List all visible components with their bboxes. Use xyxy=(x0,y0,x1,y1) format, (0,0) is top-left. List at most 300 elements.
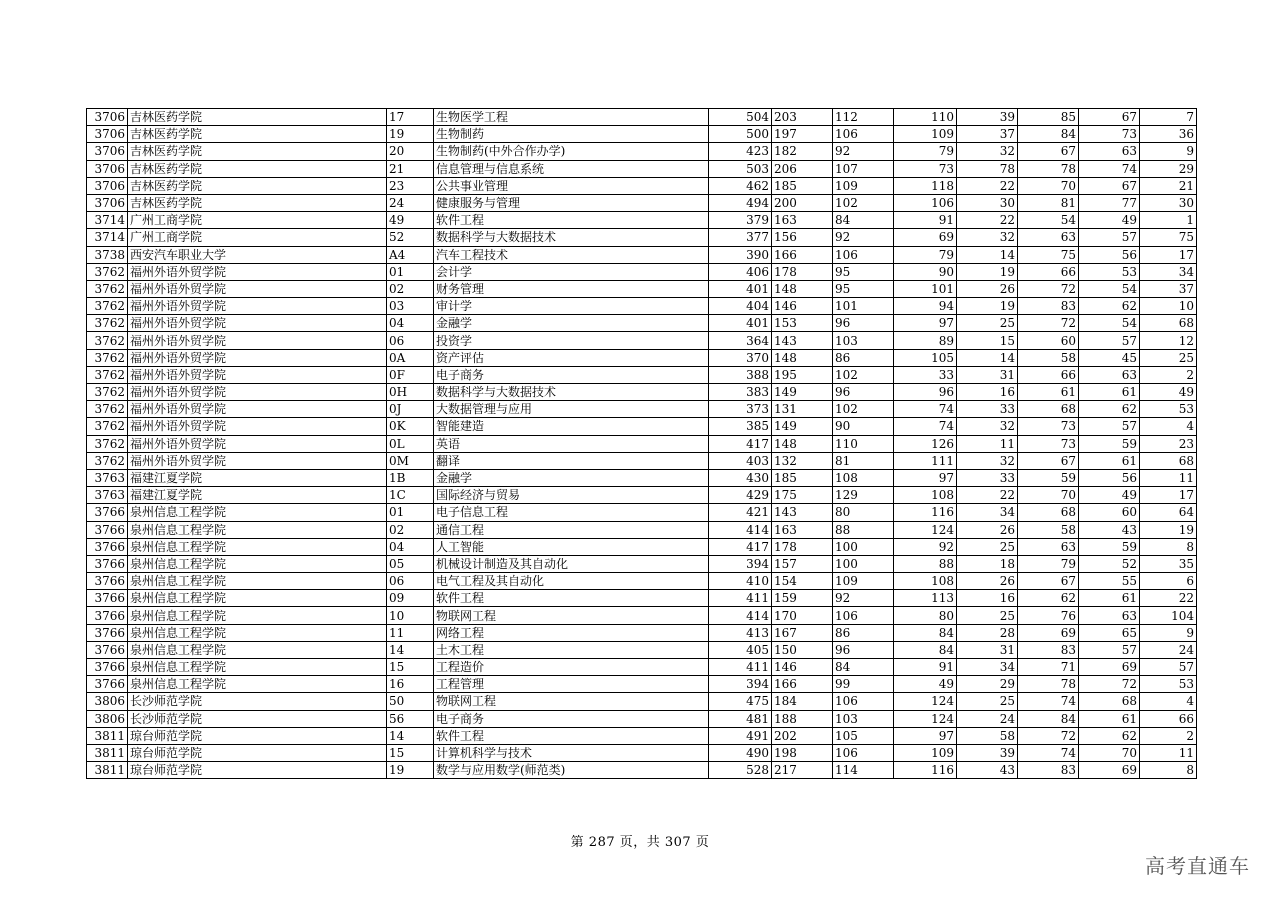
cell-score-f: 69 xyxy=(1079,659,1140,676)
cell-score-a: 175 xyxy=(772,487,833,504)
cell-score-b: 105 xyxy=(833,727,894,744)
cell-score-d: 31 xyxy=(957,366,1018,383)
cell-school-code: 3714 xyxy=(87,212,128,229)
cell-major-code: 23 xyxy=(387,177,434,194)
cell-score-b: 103 xyxy=(833,332,894,349)
cell-score-c: 84 xyxy=(894,641,957,658)
cell-total-score: 462 xyxy=(709,177,772,194)
cell-score-e: 70 xyxy=(1018,487,1079,504)
cell-score-e: 68 xyxy=(1018,504,1079,521)
cell-total-score: 377 xyxy=(709,229,772,246)
cell-score-d: 33 xyxy=(957,469,1018,486)
cell-major-name: 生物制药 xyxy=(434,126,709,143)
cell-major-code: 0J xyxy=(387,401,434,418)
cell-score-b: 101 xyxy=(833,298,894,315)
cell-school-code: 3766 xyxy=(87,573,128,590)
cell-score-c: 124 xyxy=(894,710,957,727)
cell-school-code: 3763 xyxy=(87,487,128,504)
cell-major-code: 09 xyxy=(387,590,434,607)
cell-score-f: 52 xyxy=(1079,555,1140,572)
cell-major-code: 06 xyxy=(387,332,434,349)
cell-rank: 9 xyxy=(1140,624,1197,641)
table-row xyxy=(87,298,1197,315)
table-row xyxy=(87,177,1197,194)
cell-score-f: 59 xyxy=(1079,435,1140,452)
cell-score-a: 157 xyxy=(772,555,833,572)
cell-total-score: 504 xyxy=(709,109,772,126)
cell-rank: 75 xyxy=(1140,229,1197,246)
cell-score-b: 109 xyxy=(833,573,894,590)
admission-score-table xyxy=(86,108,1197,779)
cell-rank: 1 xyxy=(1140,212,1197,229)
cell-score-b: 80 xyxy=(833,504,894,521)
table-row xyxy=(87,555,1197,572)
table-row xyxy=(87,332,1197,349)
cell-score-c: 91 xyxy=(894,659,957,676)
table-row xyxy=(87,727,1197,744)
table-row xyxy=(87,401,1197,418)
cell-score-c: 91 xyxy=(894,212,957,229)
cell-score-b: 96 xyxy=(833,641,894,658)
cell-score-e: 83 xyxy=(1018,641,1079,658)
cell-rank: 22 xyxy=(1140,590,1197,607)
cell-score-c: 111 xyxy=(894,452,957,469)
cell-rank: 53 xyxy=(1140,676,1197,693)
table-row xyxy=(87,160,1197,177)
cell-score-d: 14 xyxy=(957,349,1018,366)
cell-rank: 66 xyxy=(1140,710,1197,727)
cell-score-c: 96 xyxy=(894,384,957,401)
table-row xyxy=(87,126,1197,143)
cell-school-name: 福建江夏学院 xyxy=(128,469,387,486)
cell-score-a: 159 xyxy=(772,590,833,607)
cell-score-d: 31 xyxy=(957,641,1018,658)
cell-score-b: 84 xyxy=(833,212,894,229)
cell-major-name: 物联网工程 xyxy=(434,607,709,624)
cell-rank: 68 xyxy=(1140,452,1197,469)
cell-score-b: 106 xyxy=(833,246,894,263)
cell-major-code: A4 xyxy=(387,246,434,263)
cell-score-f: 73 xyxy=(1079,126,1140,143)
cell-score-f: 67 xyxy=(1079,177,1140,194)
cell-score-e: 69 xyxy=(1018,624,1079,641)
cell-score-b: 106 xyxy=(833,126,894,143)
cell-score-f: 77 xyxy=(1079,194,1140,211)
cell-score-e: 84 xyxy=(1018,126,1079,143)
cell-score-c: 74 xyxy=(894,418,957,435)
cell-rank: 8 xyxy=(1140,538,1197,555)
cell-total-score: 494 xyxy=(709,194,772,211)
cell-score-f: 45 xyxy=(1079,349,1140,366)
cell-rank: 4 xyxy=(1140,693,1197,710)
cell-school-name: 吉林医药学院 xyxy=(128,177,387,194)
cell-major-name: 生物医学工程 xyxy=(434,109,709,126)
cell-school-code: 3762 xyxy=(87,401,128,418)
cell-rank: 9 xyxy=(1140,143,1197,160)
cell-major-name: 电气工程及其自动化 xyxy=(434,573,709,590)
cell-school-code: 3738 xyxy=(87,246,128,263)
cell-score-a: 188 xyxy=(772,710,833,727)
cell-score-f: 49 xyxy=(1079,212,1140,229)
cell-score-d: 22 xyxy=(957,177,1018,194)
cell-major-name: 土木工程 xyxy=(434,641,709,658)
cell-score-f: 57 xyxy=(1079,641,1140,658)
cell-score-e: 71 xyxy=(1018,659,1079,676)
cell-score-e: 72 xyxy=(1018,280,1079,297)
table-row xyxy=(87,744,1197,761)
cell-score-a: 149 xyxy=(772,418,833,435)
cell-major-code: 03 xyxy=(387,298,434,315)
cell-score-e: 63 xyxy=(1018,538,1079,555)
cell-score-a: 143 xyxy=(772,504,833,521)
cell-score-e: 67 xyxy=(1018,452,1079,469)
cell-score-d: 33 xyxy=(957,401,1018,418)
cell-school-code: 3762 xyxy=(87,435,128,452)
cell-total-score: 528 xyxy=(709,762,772,779)
page-footer: 第 287 页，共 307 页 xyxy=(570,835,710,850)
cell-school-name: 泉州信息工程学院 xyxy=(128,659,387,676)
cell-total-score: 406 xyxy=(709,263,772,280)
cell-school-code: 3706 xyxy=(87,194,128,211)
cell-score-d: 16 xyxy=(957,384,1018,401)
cell-school-name: 吉林医药学院 xyxy=(128,160,387,177)
cell-major-name: 健康服务与管理 xyxy=(434,194,709,211)
cell-score-e: 66 xyxy=(1018,263,1079,280)
cell-school-code: 3763 xyxy=(87,469,128,486)
cell-score-e: 66 xyxy=(1018,366,1079,383)
cell-score-d: 18 xyxy=(957,555,1018,572)
cell-score-a: 185 xyxy=(772,469,833,486)
cell-school-name: 福州外语外贸学院 xyxy=(128,349,387,366)
cell-school-code: 3762 xyxy=(87,263,128,280)
cell-score-a: 167 xyxy=(772,624,833,641)
cell-score-f: 57 xyxy=(1079,418,1140,435)
cell-major-name: 人工智能 xyxy=(434,538,709,555)
cell-school-name: 福州外语外贸学院 xyxy=(128,315,387,332)
cell-major-name: 电子信息工程 xyxy=(434,504,709,521)
cell-total-score: 394 xyxy=(709,555,772,572)
cell-school-code: 3762 xyxy=(87,280,128,297)
cell-school-name: 泉州信息工程学院 xyxy=(128,590,387,607)
cell-score-e: 61 xyxy=(1018,384,1079,401)
cell-major-name: 物联网工程 xyxy=(434,693,709,710)
cell-score-a: 166 xyxy=(772,676,833,693)
cell-school-code: 3706 xyxy=(87,109,128,126)
cell-major-code: 04 xyxy=(387,315,434,332)
cell-school-name: 长沙师范学院 xyxy=(128,693,387,710)
cell-score-d: 58 xyxy=(957,727,1018,744)
cell-major-code: 21 xyxy=(387,160,434,177)
table-row xyxy=(87,418,1197,435)
cell-score-b: 100 xyxy=(833,538,894,555)
cell-major-code: 16 xyxy=(387,676,434,693)
cell-total-score: 373 xyxy=(709,401,772,418)
cell-score-b: 106 xyxy=(833,744,894,761)
cell-score-f: 49 xyxy=(1079,487,1140,504)
cell-rank: 49 xyxy=(1140,384,1197,401)
cell-total-score: 423 xyxy=(709,143,772,160)
cell-major-code: 24 xyxy=(387,194,434,211)
cell-score-d: 19 xyxy=(957,298,1018,315)
cell-score-a: 184 xyxy=(772,693,833,710)
cell-total-score: 491 xyxy=(709,727,772,744)
cell-school-name: 琼台师范学院 xyxy=(128,727,387,744)
cell-score-a: 163 xyxy=(772,521,833,538)
cell-major-name: 大数据管理与应用 xyxy=(434,401,709,418)
cell-school-name: 泉州信息工程学院 xyxy=(128,607,387,624)
cell-score-c: 116 xyxy=(894,504,957,521)
cell-school-code: 3762 xyxy=(87,366,128,383)
cell-school-name: 泉州信息工程学院 xyxy=(128,521,387,538)
cell-school-code: 3762 xyxy=(87,298,128,315)
cell-score-e: 84 xyxy=(1018,710,1079,727)
cell-total-score: 394 xyxy=(709,676,772,693)
table-row xyxy=(87,194,1197,211)
cell-score-a: 198 xyxy=(772,744,833,761)
cell-school-name: 泉州信息工程学院 xyxy=(128,504,387,521)
cell-score-b: 86 xyxy=(833,624,894,641)
cell-major-name: 汽车工程技术 xyxy=(434,246,709,263)
cell-school-code: 3766 xyxy=(87,641,128,658)
cell-score-e: 72 xyxy=(1018,315,1079,332)
cell-score-b: 99 xyxy=(833,676,894,693)
cell-score-c: 88 xyxy=(894,555,957,572)
cell-score-c: 79 xyxy=(894,246,957,263)
cell-score-a: 185 xyxy=(772,177,833,194)
cell-major-name: 国际经济与贸易 xyxy=(434,487,709,504)
cell-score-f: 43 xyxy=(1079,521,1140,538)
cell-score-b: 88 xyxy=(833,521,894,538)
table-row xyxy=(87,366,1197,383)
cell-score-f: 54 xyxy=(1079,315,1140,332)
cell-rank: 19 xyxy=(1140,521,1197,538)
cell-score-b: 95 xyxy=(833,263,894,280)
cell-total-score: 401 xyxy=(709,315,772,332)
cell-school-code: 3811 xyxy=(87,762,128,779)
cell-total-score: 417 xyxy=(709,538,772,555)
cell-major-code: 02 xyxy=(387,280,434,297)
cell-score-e: 73 xyxy=(1018,418,1079,435)
cell-score-d: 25 xyxy=(957,607,1018,624)
cell-score-d: 34 xyxy=(957,659,1018,676)
cell-score-e: 68 xyxy=(1018,401,1079,418)
cell-school-name: 西安汽车职业大学 xyxy=(128,246,387,263)
cell-score-b: 109 xyxy=(833,177,894,194)
cell-school-code: 3766 xyxy=(87,659,128,676)
cell-major-name: 资产评估 xyxy=(434,349,709,366)
cell-rank: 53 xyxy=(1140,401,1197,418)
cell-school-code: 3766 xyxy=(87,624,128,641)
cell-total-score: 490 xyxy=(709,744,772,761)
cell-total-score: 411 xyxy=(709,659,772,676)
cell-score-a: 132 xyxy=(772,452,833,469)
cell-total-score: 500 xyxy=(709,126,772,143)
cell-total-score: 414 xyxy=(709,521,772,538)
table-row xyxy=(87,109,1197,126)
cell-rank: 104 xyxy=(1140,607,1197,624)
cell-score-e: 73 xyxy=(1018,435,1079,452)
cell-school-code: 3766 xyxy=(87,676,128,693)
cell-score-b: 102 xyxy=(833,366,894,383)
cell-rank: 35 xyxy=(1140,555,1197,572)
cell-school-code: 3762 xyxy=(87,349,128,366)
table-row xyxy=(87,487,1197,504)
cell-major-name: 软件工程 xyxy=(434,590,709,607)
cell-score-d: 32 xyxy=(957,143,1018,160)
cell-school-code: 3762 xyxy=(87,452,128,469)
cell-score-b: 100 xyxy=(833,555,894,572)
cell-total-score: 430 xyxy=(709,469,772,486)
cell-major-code: 0L xyxy=(387,435,434,452)
cell-total-score: 403 xyxy=(709,452,772,469)
cell-major-name: 计算机科学与技术 xyxy=(434,744,709,761)
cell-score-e: 85 xyxy=(1018,109,1079,126)
cell-score-d: 34 xyxy=(957,504,1018,521)
cell-school-name: 福州外语外贸学院 xyxy=(128,366,387,383)
cell-total-score: 413 xyxy=(709,624,772,641)
cell-major-code: 11 xyxy=(387,624,434,641)
cell-score-e: 67 xyxy=(1018,143,1079,160)
cell-score-a: 178 xyxy=(772,263,833,280)
cell-score-b: 92 xyxy=(833,143,894,160)
cell-major-name: 电子商务 xyxy=(434,366,709,383)
cell-score-f: 62 xyxy=(1079,727,1140,744)
cell-score-b: 112 xyxy=(833,109,894,126)
cell-score-d: 28 xyxy=(957,624,1018,641)
cell-score-c: 92 xyxy=(894,538,957,555)
cell-school-name: 泉州信息工程学院 xyxy=(128,573,387,590)
cell-major-name: 翻译 xyxy=(434,452,709,469)
cell-major-code: 14 xyxy=(387,727,434,744)
cell-score-a: 200 xyxy=(772,194,833,211)
cell-score-d: 25 xyxy=(957,538,1018,555)
cell-total-score: 475 xyxy=(709,693,772,710)
cell-score-b: 92 xyxy=(833,229,894,246)
cell-score-e: 72 xyxy=(1018,727,1079,744)
cell-school-code: 3766 xyxy=(87,555,128,572)
cell-score-b: 81 xyxy=(833,452,894,469)
table-row xyxy=(87,263,1197,280)
cell-score-e: 79 xyxy=(1018,555,1079,572)
cell-school-code: 3706 xyxy=(87,126,128,143)
cell-score-e: 59 xyxy=(1018,469,1079,486)
cell-score-f: 68 xyxy=(1079,693,1140,710)
cell-school-code: 3762 xyxy=(87,418,128,435)
cell-score-a: 150 xyxy=(772,641,833,658)
cell-score-c: 124 xyxy=(894,521,957,538)
cell-major-code: 0F xyxy=(387,366,434,383)
cell-score-e: 62 xyxy=(1018,590,1079,607)
cell-rank: 68 xyxy=(1140,315,1197,332)
cell-score-d: 32 xyxy=(957,418,1018,435)
table-row xyxy=(87,212,1197,229)
cell-school-code: 3766 xyxy=(87,590,128,607)
table-row xyxy=(87,349,1197,366)
cell-school-code: 3806 xyxy=(87,693,128,710)
table-row xyxy=(87,659,1197,676)
cell-school-name: 吉林医药学院 xyxy=(128,126,387,143)
cell-rank: 36 xyxy=(1140,126,1197,143)
cell-major-code: 0K xyxy=(387,418,434,435)
table-row xyxy=(87,469,1197,486)
cell-major-name: 数学与应用数学(师范类) xyxy=(434,762,709,779)
cell-rank: 17 xyxy=(1140,246,1197,263)
cell-rank: 10 xyxy=(1140,298,1197,315)
cell-score-a: 146 xyxy=(772,298,833,315)
cell-school-name: 福州外语外贸学院 xyxy=(128,384,387,401)
cell-major-code: 50 xyxy=(387,693,434,710)
cell-major-name: 网络工程 xyxy=(434,624,709,641)
cell-major-name: 机械设计制造及其自动化 xyxy=(434,555,709,572)
cell-school-code: 3706 xyxy=(87,177,128,194)
cell-major-name: 金融学 xyxy=(434,315,709,332)
cell-score-c: 108 xyxy=(894,573,957,590)
cell-score-e: 75 xyxy=(1018,246,1079,263)
cell-major-code: 01 xyxy=(387,263,434,280)
cell-score-f: 59 xyxy=(1079,538,1140,555)
cell-major-code: 10 xyxy=(387,607,434,624)
cell-score-f: 54 xyxy=(1079,280,1140,297)
cell-total-score: 411 xyxy=(709,590,772,607)
cell-major-name: 生物制药(中外合作办学) xyxy=(434,143,709,160)
cell-score-d: 22 xyxy=(957,212,1018,229)
cell-score-f: 62 xyxy=(1079,401,1140,418)
table-row xyxy=(87,452,1197,469)
table-row xyxy=(87,229,1197,246)
cell-score-a: 166 xyxy=(772,246,833,263)
cell-rank: 12 xyxy=(1140,332,1197,349)
cell-score-f: 63 xyxy=(1079,607,1140,624)
cell-school-name: 琼台师范学院 xyxy=(128,744,387,761)
cell-score-c: 109 xyxy=(894,126,957,143)
cell-score-f: 53 xyxy=(1079,263,1140,280)
cell-score-d: 30 xyxy=(957,194,1018,211)
cell-score-f: 70 xyxy=(1079,744,1140,761)
cell-score-d: 16 xyxy=(957,590,1018,607)
cell-school-code: 3806 xyxy=(87,710,128,727)
cell-major-name: 财务管理 xyxy=(434,280,709,297)
cell-school-code: 3766 xyxy=(87,504,128,521)
cell-score-d: 22 xyxy=(957,487,1018,504)
cell-score-e: 74 xyxy=(1018,744,1079,761)
cell-score-b: 110 xyxy=(833,435,894,452)
cell-score-b: 107 xyxy=(833,160,894,177)
table-row xyxy=(87,521,1197,538)
cell-major-code: 56 xyxy=(387,710,434,727)
cell-major-code: 15 xyxy=(387,744,434,761)
cell-score-c: 73 xyxy=(894,160,957,177)
cell-score-c: 69 xyxy=(894,229,957,246)
cell-rank: 57 xyxy=(1140,659,1197,676)
cell-school-name: 广州工商学院 xyxy=(128,212,387,229)
cell-score-a: 170 xyxy=(772,607,833,624)
cell-score-a: 156 xyxy=(772,229,833,246)
cell-total-score: 481 xyxy=(709,710,772,727)
cell-score-e: 54 xyxy=(1018,212,1079,229)
cell-total-score: 385 xyxy=(709,418,772,435)
cell-major-code: 06 xyxy=(387,573,434,590)
cell-score-d: 25 xyxy=(957,315,1018,332)
table-row xyxy=(87,246,1197,263)
cell-score-f: 63 xyxy=(1079,366,1140,383)
cell-score-f: 69 xyxy=(1079,762,1140,779)
cell-major-code: 04 xyxy=(387,538,434,555)
cell-major-name: 工程管理 xyxy=(434,676,709,693)
cell-score-c: 97 xyxy=(894,469,957,486)
cell-total-score: 404 xyxy=(709,298,772,315)
cell-score-d: 29 xyxy=(957,676,1018,693)
cell-major-code: 1B xyxy=(387,469,434,486)
